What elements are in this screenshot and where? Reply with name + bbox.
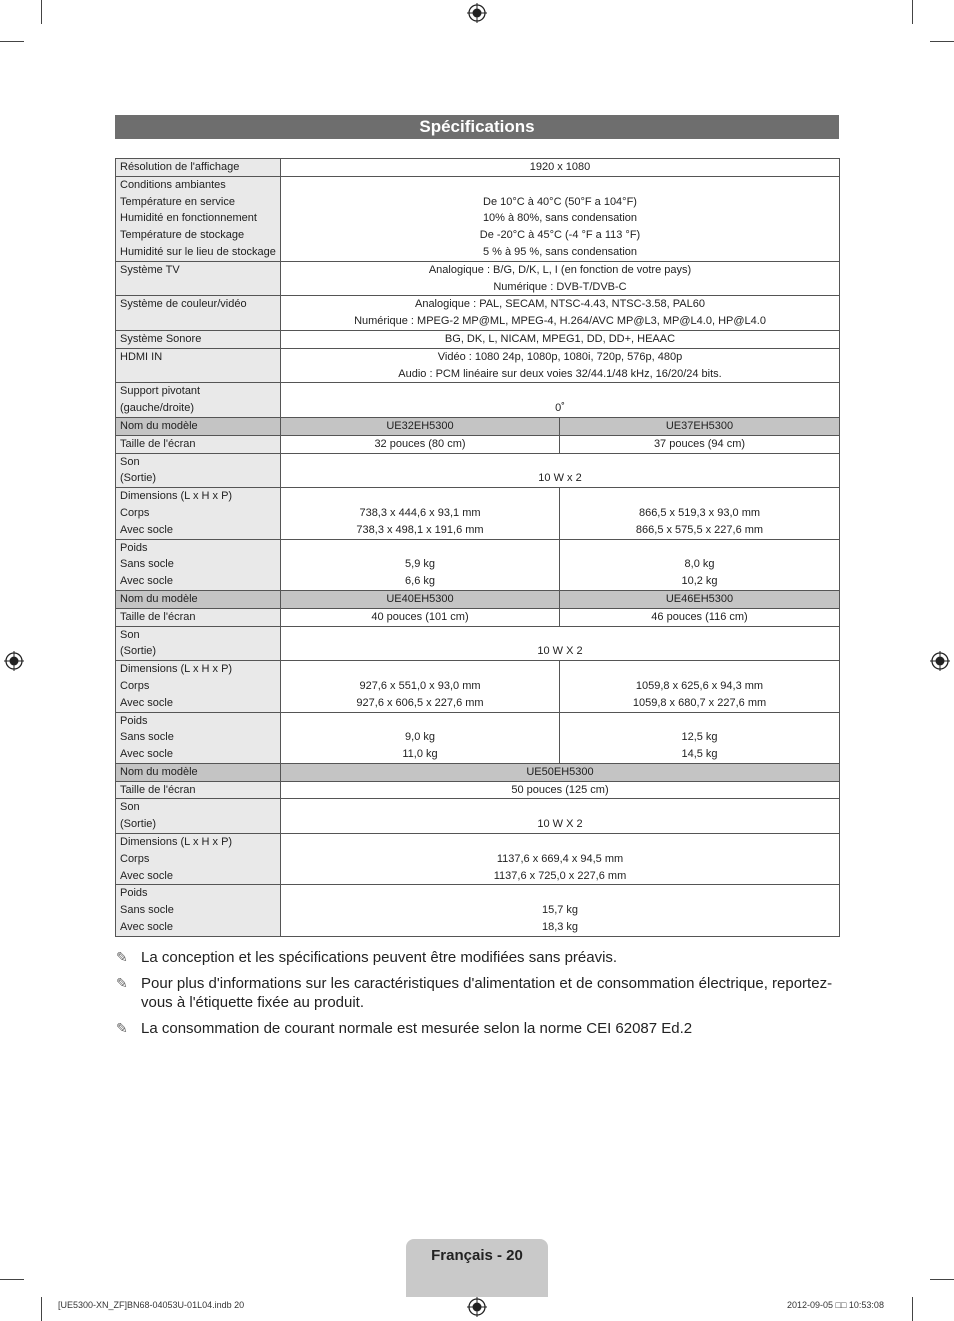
weight-cell <box>281 885 840 936</box>
cell-line: Humidité en fonctionnement <box>120 212 257 225</box>
dimensions-cell <box>281 488 560 539</box>
cell-line: 9,0 kg <box>405 731 435 744</box>
cell-line: Avec socle <box>120 696 173 709</box>
table-row <box>116 626 840 661</box>
spec-label-cell <box>116 763 281 781</box>
note-item <box>115 974 839 1013</box>
spec-label-cell <box>116 176 281 261</box>
cell-line: 10% à 80%, sans condensation <box>482 212 638 225</box>
footer-file: [UE5300-XN_ZF]BN68-04053U-01L04.indb 20 <box>58 1300 245 1310</box>
model-row <box>116 763 840 781</box>
dimensions-cell <box>281 834 840 885</box>
table-row <box>116 781 840 799</box>
cell-line: Corps <box>120 852 150 865</box>
pencil-icon: ✎ <box>116 949 128 965</box>
cell-line: De 10°C à 40°C (50°F a 104°F) <box>483 195 637 208</box>
cell-line: Sans socle <box>120 558 174 571</box>
spec-label-cell <box>116 834 281 885</box>
table-row <box>116 176 840 261</box>
cell-line: Avec socle <box>120 869 173 882</box>
cell-line: Avec socle <box>120 523 173 536</box>
spec-label-cell <box>116 435 281 453</box>
cell-line: 5,9 kg <box>405 558 435 571</box>
row-label: Système de couleur/vidéo <box>120 298 247 311</box>
cell-line: Conditions ambiantes <box>120 178 226 191</box>
cell-line: 5 % à 95 %, sans condensation <box>482 245 638 258</box>
table-row <box>116 383 840 418</box>
cell-line: Corps <box>120 506 150 519</box>
pencil-icon: ✎ <box>116 1019 128 1036</box>
screen-size-cell: 40 pouces (101 cm) <box>281 608 560 626</box>
table-row <box>116 435 840 453</box>
dimensions-cell <box>560 488 840 539</box>
weight-cell <box>281 712 560 763</box>
row-label: Taille de l'écran <box>120 437 196 450</box>
registration-mark-icon <box>930 651 950 671</box>
row-label: Nom du modèle <box>120 765 198 778</box>
dimensions-cell <box>560 661 840 712</box>
registration-mark-icon <box>467 3 487 23</box>
cell-line: Sans socle <box>120 904 174 917</box>
page-number-tab: Français - 20 <box>406 1239 548 1297</box>
note-text: La consommation de courant normale est mesurée selon la norme CEI 62087 Ed.2 <box>141 1019 693 1037</box>
cell-line: Dimensions (L x H x P) <box>120 663 233 676</box>
table-row <box>116 712 840 763</box>
weight-cell <box>560 539 840 590</box>
spec-value-cell <box>281 348 840 383</box>
footer-datetime: 2012-09-05 □□ 10:53:08 <box>787 1300 884 1310</box>
table-row <box>116 159 840 177</box>
cell-line: 738,3 x 498,1 x 191,6 mm <box>356 523 484 536</box>
crop-mark <box>912 1297 913 1321</box>
table-row <box>116 885 840 936</box>
cell-line: Poids <box>120 714 148 727</box>
model-name-cell: UE46EH5300 <box>560 590 840 608</box>
cell-line: 6,6 kg <box>405 575 435 588</box>
row-label: HDMI IN <box>120 350 163 363</box>
row-label: Système TV <box>120 263 180 276</box>
spec-label-cell <box>116 781 281 799</box>
spec-value-cell <box>281 176 840 261</box>
cell-line: (Sortie) <box>120 818 157 831</box>
note-text: Pour plus d'informations sur les caractéristiques d'alimentation et de consommation électrique, reportez-vous à l'étiquette fixée au produit. <box>141 974 833 1011</box>
cell-line: Numérique : DVB-T/DVB-C <box>493 280 627 293</box>
row-label: Taille de l'écran <box>120 783 196 796</box>
cell-line: Son <box>120 455 140 468</box>
spec-label-cell <box>116 488 281 539</box>
cell-line: Sans socle <box>120 731 174 744</box>
screen-size-cell: 50 pouces (125 cm) <box>281 781 840 799</box>
table-row <box>116 453 840 488</box>
note-text: La conception et les spécifications peuvent être modifiées sans préavis. <box>141 949 618 966</box>
row-label: Support pivotant (gauche/droite) <box>120 385 201 415</box>
spec-label-cell <box>116 539 281 590</box>
cell-line: Corps <box>120 679 150 692</box>
cell-line: Poids <box>120 541 148 554</box>
cell-line: Numérique : MPEG-2 MP@ML, MPEG-4, H.264/AVC MP@L3, MP@L4.0, HP@L4.0 <box>354 315 766 328</box>
registration-mark-icon <box>467 1297 487 1317</box>
cell-line: 866,5 x 519,3 x 93,0 mm <box>638 506 761 519</box>
spec-label-cell <box>116 348 281 383</box>
model-row <box>116 590 840 608</box>
table-row <box>116 261 840 296</box>
cell-line: Analogique : B/G, D/K, L, I (en fonction de votre pays) <box>428 263 692 276</box>
table-row <box>116 834 840 885</box>
cell-line: (Sortie) <box>120 472 157 485</box>
sound-output-cell: 10 W X 2 <box>281 799 840 834</box>
dimensions-cell <box>281 661 560 712</box>
spec-label-cell <box>116 626 281 661</box>
crop-mark <box>41 0 42 24</box>
cell-line: 738,3 x 444,6 x 93,1 mm <box>359 506 481 519</box>
cell-line: 14,5 kg <box>681 748 718 761</box>
row-label: Nom du modèle <box>120 419 198 432</box>
cell-line: 8,0 kg <box>684 558 715 571</box>
cell-line: 927,6 x 551,0 x 93,0 mm <box>359 679 481 692</box>
note-item <box>115 948 839 968</box>
cell-line: Température en service <box>120 195 235 208</box>
spec-label-cell <box>116 590 281 608</box>
weight-cell <box>281 539 560 590</box>
cell-line: Avec socle <box>120 575 173 588</box>
note-item <box>115 1019 839 1039</box>
cell-line: 1059,8 x 680,7 x 227,6 mm <box>632 696 767 709</box>
crop-mark <box>930 1279 954 1280</box>
cell-line: 15,7 kg <box>541 904 579 917</box>
screen-size-cell: 37 pouces (94 cm) <box>560 435 840 453</box>
cell-line: Dimensions (L x H x P) <box>120 836 233 849</box>
cell-line: 11,0 kg <box>402 748 438 761</box>
cell-line: Son <box>120 801 140 814</box>
cell-line: 866,5 x 575,5 x 227,6 mm <box>635 523 764 536</box>
weight-cell <box>560 712 840 763</box>
model-row <box>116 417 840 435</box>
spec-label-cell <box>116 296 281 331</box>
cell-line: Vidéo : 1080 24p, 1080p, 1080i, 720p, 576p, 480p <box>437 350 683 363</box>
cell-line: Avec socle <box>120 748 173 761</box>
spec-label-cell <box>116 885 281 936</box>
table-row <box>116 661 840 712</box>
model-name-cell: UE40EH5300 <box>281 590 560 608</box>
table-row <box>116 330 840 348</box>
spec-label-cell <box>116 261 281 296</box>
cell-line: Analogique : PAL, SECAM, NTSC-4.43, NTSC-3.58, PAL60 <box>414 298 705 311</box>
row-label: Système Sonore <box>120 332 202 345</box>
model-name-cell: UE37EH5300 <box>560 417 840 435</box>
spec-value-cell: 1920 x 1080 <box>281 159 840 177</box>
spec-value-cell: BG, DK, L, NICAM, MPEG1, DD, DD+, HEAAC <box>281 330 840 348</box>
table-row <box>116 608 840 626</box>
sound-output-cell: 10 W x 2 <box>281 453 840 488</box>
spec-label-cell <box>116 159 281 177</box>
cell-line: 10,2 kg <box>681 575 718 588</box>
spec-value-cell <box>281 296 840 331</box>
cell-line: 1137,6 x 725,0 x 227,6 mm <box>493 869 627 882</box>
crop-mark <box>930 41 954 42</box>
screen-size-cell: 46 pouces (116 cm) <box>560 608 840 626</box>
cell-line: Dimensions (L x H x P) <box>120 490 233 503</box>
table-row <box>116 539 840 590</box>
row-label: Nom du modèle <box>120 592 198 605</box>
cell-line: 1059,8 x 625,6 x 94,3 mm <box>635 679 764 692</box>
crop-mark <box>41 1297 42 1321</box>
spec-value-cell: 0˚ <box>281 383 840 418</box>
cell-line: Avec socle <box>120 921 173 934</box>
cell-line: 18,3 kg <box>541 921 579 934</box>
spec-label-cell <box>116 383 281 418</box>
crop-mark <box>912 0 913 24</box>
pencil-icon: ✎ <box>116 974 128 991</box>
spec-label-cell <box>116 799 281 834</box>
cell-line: Humidité sur le lieu de stockage <box>120 245 276 258</box>
cell-line: 927,6 x 606,5 x 227,6 mm <box>356 696 484 709</box>
cell-line: De -20°C à 45°C (-4 °F a 113 °F) <box>479 229 641 242</box>
spec-label-cell <box>116 330 281 348</box>
table-row <box>116 296 840 331</box>
model-name-cell: UE32EH5300 <box>281 417 560 435</box>
section-title: Spécifications <box>115 115 839 139</box>
cell-line: 1137,6 x 669,4 x 94,5 mm <box>496 852 624 865</box>
spec-label-cell <box>116 608 281 626</box>
row-label: Résolution de l'affichage <box>120 161 240 173</box>
registration-mark-icon <box>4 651 24 671</box>
cell-line: Son <box>120 628 140 641</box>
spec-label-cell <box>116 417 281 435</box>
table-row <box>116 488 840 539</box>
spec-label-cell <box>116 661 281 712</box>
cell-line: 12,5 kg <box>681 731 718 744</box>
screen-size-cell: 32 pouces (80 cm) <box>281 435 560 453</box>
spec-table <box>115 158 840 937</box>
spec-label-cell <box>116 712 281 763</box>
table-row <box>116 799 840 834</box>
row-label: Taille de l'écran <box>120 610 196 623</box>
crop-mark <box>0 1279 24 1280</box>
spec-value-cell <box>281 261 840 296</box>
cell-line: Température de stockage <box>120 229 245 242</box>
cell-line: Poids <box>120 887 148 900</box>
cell-line: Audio : PCM linéaire sur deux voies 32/44.1/48 kHz, 16/20/24 bits. <box>398 367 722 380</box>
notes-list <box>115 948 839 1044</box>
spec-label-cell <box>116 453 281 488</box>
model-name-cell: UE50EH5300 <box>281 763 840 781</box>
cell-line: (Sortie) <box>120 645 157 658</box>
sound-output-cell: 10 W X 2 <box>281 626 840 661</box>
table-row <box>116 348 840 383</box>
crop-mark <box>0 41 24 42</box>
